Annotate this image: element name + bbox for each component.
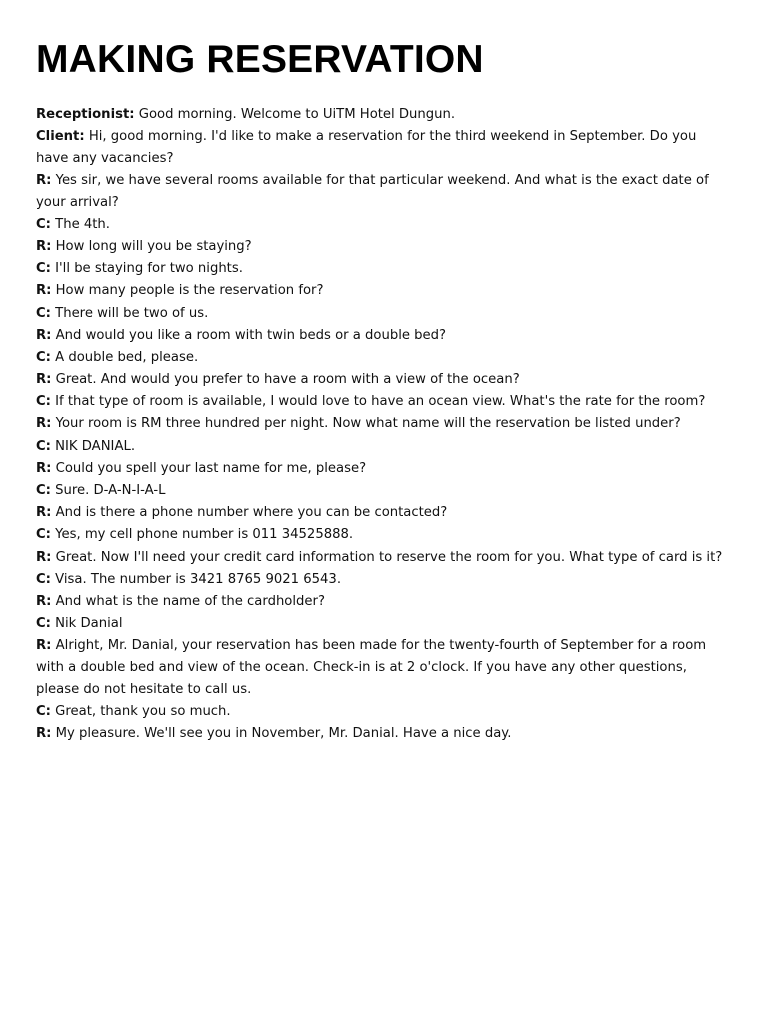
line-text: I'll be staying for two nights. — [55, 261, 243, 277]
line-text: And what is the name of the cardholder? — [55, 593, 325, 609]
speaker-label: C: — [36, 394, 51, 410]
dialogue-line — [36, 635, 732, 700]
speaker-label: Receptionist: — [36, 107, 135, 122]
speaker-label: R: — [36, 725, 52, 741]
speaker-label: R: — [36, 238, 52, 254]
speaker-label: R: — [36, 505, 52, 521]
line-text: Great. Now I'll need your credit card information to reserve the room for you. What type of card is it? — [55, 549, 723, 565]
speaker-label: R: — [36, 460, 52, 476]
line-text: Good morning. Welcome to UiTM Hotel Dungun. — [138, 107, 456, 122]
dialogue-line — [36, 458, 732, 480]
speaker-label: R: — [36, 372, 52, 388]
dialogue-line — [36, 723, 732, 745]
dialogue-line — [36, 214, 732, 236]
line-text: Could you spell your last name for me, please? — [55, 460, 367, 476]
speaker-label: C: — [36, 438, 51, 454]
speaker-label: C: — [36, 216, 51, 232]
line-text: And is there a phone number where you can be contacted? — [55, 505, 448, 521]
line-text: Alright, Mr. Danial, your reservation has been made for the twenty-fourth of September for a room with a double bed and view of the ocean. Check-in is at 2 o'clock. If you have any other questions, please do not hesitate to call us. — [36, 638, 707, 697]
speaker-label: C: — [36, 349, 51, 365]
dialogue-line — [36, 303, 732, 325]
dialogue-line — [36, 126, 732, 169]
speaker-label: R: — [36, 283, 52, 299]
dialogue-line — [36, 591, 732, 613]
dialogue-line — [36, 258, 732, 280]
speaker-label: C: — [36, 261, 51, 277]
dialogue-line — [36, 347, 732, 369]
dialogue-line — [36, 104, 732, 126]
speaker-label: R: — [36, 593, 52, 609]
speaker-label: R: — [36, 327, 52, 343]
speaker-label: R: — [36, 549, 52, 565]
speaker-label: C: — [36, 703, 51, 719]
dialogue-line — [36, 524, 732, 546]
line-text: Great, thank you so much. — [55, 703, 231, 719]
speaker-label: C: — [36, 616, 51, 632]
line-text: My pleasure. We'll see you in November, Mr. Danial. Have a nice day. — [55, 725, 512, 741]
page-title: MAKING RESERVATION — [36, 38, 484, 81]
line-text: Yes, my cell phone number is 011 34525888. — [55, 527, 354, 543]
dialogue — [36, 104, 732, 744]
line-text: The 4th. — [55, 216, 110, 232]
line-text: Your room is RM three hundred per night. Now what name will the reservation be listed under? — [55, 416, 681, 432]
dialogue-line — [36, 502, 732, 524]
line-text: A double bed, please. — [55, 349, 199, 365]
dialogue-line — [36, 236, 732, 258]
dialogue-line — [36, 547, 732, 569]
speaker-label: C: — [36, 305, 51, 321]
line-text: Visa. The number is 3421 8765 9021 6543. — [55, 571, 342, 587]
line-text: And would you like a room with twin beds or a double bed? — [55, 327, 447, 343]
dialogue-line — [36, 480, 732, 502]
line-text: Sure. D-A-N-I-A-L — [55, 483, 166, 498]
line-text: How many people is the reservation for? — [55, 283, 324, 299]
line-text: There will be two of us. — [55, 305, 209, 321]
speaker-label: C: — [36, 483, 51, 498]
speaker-label: Client: — [36, 129, 85, 145]
speaker-label: C: — [36, 527, 51, 543]
line-text: How long will you be staying? — [55, 238, 252, 254]
line-text: Great. And would you prefer to have a room with a view of the ocean? — [55, 372, 520, 388]
dialogue-line — [36, 701, 732, 723]
dialogue-line — [36, 369, 732, 391]
dialogue-line — [36, 569, 732, 591]
document-page — [36, 36, 732, 745]
dialogue-line — [36, 325, 732, 347]
line-text: Hi, good morning. I'd like to make a reservation for the third weekend in September. Do you have any vacancies? — [36, 129, 697, 166]
dialogue-line — [36, 413, 732, 435]
dialogue-line — [36, 280, 732, 302]
dialogue-line — [36, 613, 732, 635]
speaker-label: R: — [36, 638, 52, 654]
dialogue-line — [36, 170, 732, 213]
line-text: Nik Danial — [55, 616, 123, 632]
line-text: If that type of room is available, I would love to have an ocean view. What's the rate for the room? — [55, 394, 706, 410]
dialogue-line — [36, 436, 732, 458]
line-text: Yes sir, we have several rooms available for that particular weekend. And what is the exact date of your arrival? — [36, 172, 709, 210]
speaker-label: R: — [36, 172, 52, 188]
speaker-label: C: — [36, 571, 51, 587]
speaker-label: R: — [36, 416, 52, 432]
line-text: NIK DANIAL. — [55, 438, 136, 454]
dialogue-line — [36, 391, 732, 413]
